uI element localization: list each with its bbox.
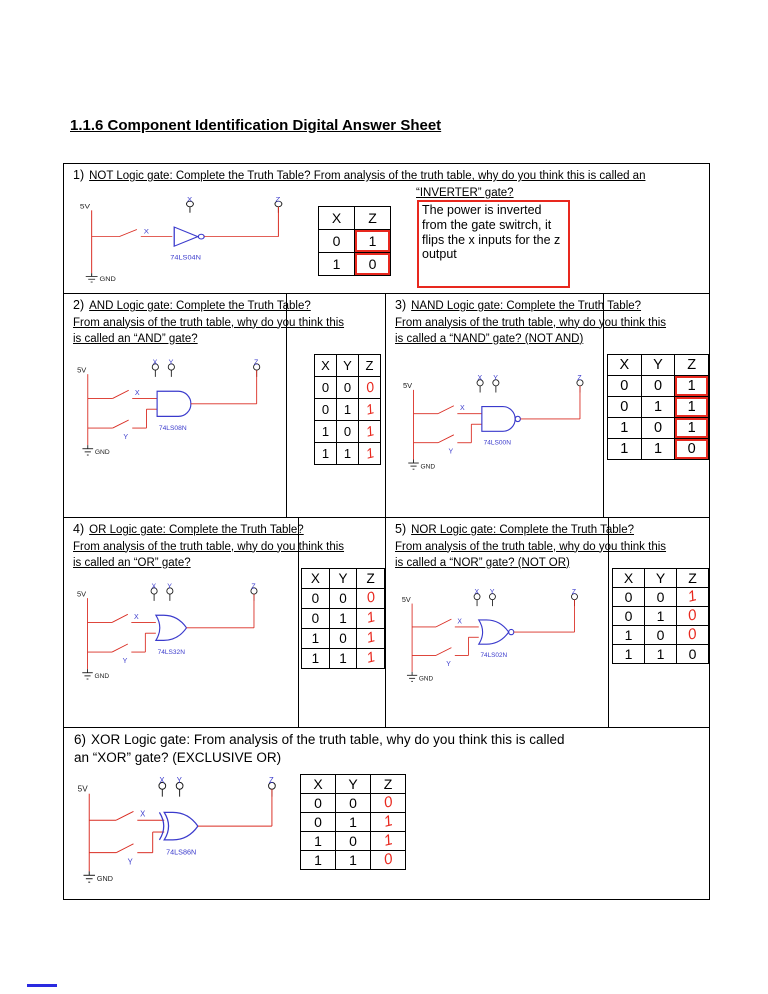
- terminal-x-icon: [159, 776, 166, 797]
- and-gate-icon: [157, 391, 191, 416]
- handwritten-answer: 1: [363, 444, 376, 463]
- truth-table: [300, 774, 406, 870]
- truth-table-header: Z: [677, 569, 709, 588]
- handwritten-answer: 1: [364, 649, 377, 667]
- truth-table-output-cell: 1: [355, 230, 391, 253]
- question-prompt-text: XOR Logic gate: From analysis of the truth table, why do you think this is called: [91, 732, 565, 747]
- truth-table-row: [613, 645, 709, 664]
- circuit-svg: [70, 358, 278, 464]
- switch-x-label: X: [133, 612, 139, 621]
- truth-table-row: [302, 609, 385, 629]
- svg-text:X: X: [152, 358, 158, 367]
- svg-text:Z: Z: [577, 375, 582, 383]
- truth-table-input-cell: 1: [329, 609, 357, 629]
- switch-y: [414, 424, 482, 443]
- ground-symbol: [86, 273, 98, 282]
- switch-x: [88, 390, 157, 398]
- nor-gate-icon: [479, 620, 509, 644]
- truth-table-input-cell: 1: [315, 443, 337, 465]
- question-prompt-text: From analysis of the truth table, why do you think this: [395, 316, 667, 329]
- truth-table-header: Z: [359, 355, 381, 377]
- truth-table-row: [315, 443, 381, 465]
- handwritten-answer: 1: [364, 629, 377, 647]
- svg-text:Y: Y: [167, 582, 172, 591]
- question-1-prompt: [73, 167, 701, 185]
- truth-table-row: [613, 607, 709, 626]
- footer-artifact: [27, 984, 57, 987]
- handwritten-answer: 1: [363, 400, 376, 419]
- ground-label: GND: [94, 673, 110, 681]
- truth-table-header: X: [608, 355, 642, 376]
- truth-table-output-cell: [371, 813, 406, 832]
- truth-table-input-cell: 0: [315, 377, 337, 399]
- truth-table-input-cell: 1: [329, 649, 357, 669]
- truth-table: [314, 354, 381, 465]
- truth-table-output-cell: [359, 399, 381, 421]
- truth-table-input-cell: 0: [337, 377, 359, 399]
- power-label: 5V: [77, 365, 87, 375]
- truth-table-input-cell: 0: [613, 607, 645, 626]
- answer-sheet-grid: [63, 163, 710, 900]
- truth-table-wrap-q5: [612, 568, 709, 664]
- truth-table-input-cell: 1: [302, 649, 330, 669]
- truth-table-output-cell: [371, 851, 406, 870]
- terminal-y-icon: [493, 375, 499, 392]
- circuit-diagram-not: [72, 196, 302, 290]
- question-prompt-text: is called an “AND” gate?: [73, 332, 198, 345]
- truth-table-row: [302, 589, 385, 609]
- svg-text:X: X: [159, 776, 165, 785]
- handwritten-answer: 1: [363, 422, 376, 441]
- truth-table-input-cell: 1: [301, 832, 336, 851]
- truth-table-input-cell: 1: [645, 607, 677, 626]
- truth-table-input-cell: 0: [329, 629, 357, 649]
- not-gate-icon: [174, 227, 198, 246]
- handwritten-answer: 1: [686, 587, 699, 607]
- truth-table: [318, 206, 391, 276]
- question-prompt-text: NAND Logic gate: Complete the Truth Table?: [411, 300, 642, 312]
- svg-text:Z: Z: [275, 196, 281, 204]
- power-label: 5V: [403, 381, 413, 391]
- switch-x: [414, 406, 482, 414]
- truth-table: [607, 354, 709, 460]
- switch-x: [412, 619, 479, 627]
- nand-gate-icon: [482, 407, 515, 432]
- terminal-x-icon: [152, 358, 158, 377]
- truth-table-row: [608, 439, 709, 460]
- terminal-x-icon: [477, 375, 483, 392]
- terminal-y-icon: [176, 776, 183, 797]
- truth-table-row: [301, 832, 406, 851]
- chip-label: 74LS02N: [480, 652, 508, 660]
- handwritten-answer: 1: [364, 609, 377, 627]
- terminal-y-icon: [167, 582, 173, 601]
- question-5-cell: [386, 518, 709, 727]
- svg-text:X: X: [474, 589, 480, 597]
- truth-table-input-cell: 0: [319, 230, 355, 253]
- switch-y-label: Y: [122, 656, 128, 665]
- truth-table-row: [302, 629, 385, 649]
- truth-table-input-cell: 0: [301, 794, 336, 813]
- truth-table-output-cell: [357, 589, 385, 609]
- question-1-prompt-line2: “INVERTER” gate?: [416, 187, 514, 199]
- truth-table-output-cell: [359, 421, 381, 443]
- truth-table-input-cell: 0: [641, 418, 675, 439]
- switch-x: [89, 811, 164, 820]
- truth-table-wrap-q4: [301, 568, 385, 669]
- circuit-diagram-xor: [70, 776, 295, 892]
- ground-label: GND: [420, 463, 436, 471]
- truth-table-input-cell: 1: [315, 421, 337, 443]
- cell-divider: [286, 294, 287, 517]
- cell-divider: [298, 518, 299, 727]
- truth-table-output-cell: 1: [675, 397, 709, 418]
- switch-x-label: X: [457, 618, 462, 626]
- truth-table-wrap-q3: [607, 354, 709, 460]
- questions-4-5-section: [64, 518, 709, 728]
- truth-table-row: [301, 851, 406, 870]
- truth-table-row: [302, 649, 385, 669]
- switch-y-label: Y: [127, 857, 133, 867]
- question-number: 1): [73, 168, 85, 182]
- question-5-prompt: [395, 521, 701, 539]
- question-6-cell: [64, 728, 709, 899]
- truth-table-row: [608, 397, 709, 418]
- switch-x: [88, 614, 156, 622]
- truth-table-output-cell: 1: [675, 376, 709, 397]
- truth-table-header: X: [315, 355, 337, 377]
- question-number: 6): [74, 732, 87, 747]
- circuit-diagram-nor: [395, 588, 595, 690]
- truth-table-output-cell: [359, 377, 381, 399]
- truth-table-input-cell: 1: [641, 439, 675, 460]
- terminal-y-icon: [168, 358, 174, 377]
- truth-table-input-cell: 0: [608, 376, 642, 397]
- truth-table-output-cell: [357, 629, 385, 649]
- handwritten-answer: 1: [381, 831, 395, 851]
- chip-label: 74LS00N: [483, 439, 511, 447]
- switch-y-label: Y: [446, 660, 451, 668]
- truth-table-row: [319, 230, 391, 253]
- cell-divider: [608, 518, 609, 727]
- truth-table-input-cell: 0: [302, 589, 330, 609]
- truth-table-input-cell: 0: [336, 794, 371, 813]
- truth-table-wrap-q1: [318, 206, 391, 276]
- truth-table-input-cell: 1: [645, 645, 677, 664]
- truth-table-input-cell: 1: [302, 629, 330, 649]
- truth-table-output-cell: [357, 609, 385, 629]
- questions-2-3-section: [64, 294, 709, 518]
- switch-y: [89, 832, 164, 853]
- truth-table-row: [315, 399, 381, 421]
- power-label: 5V: [79, 202, 91, 211]
- chip-label: 74LS04N: [170, 255, 201, 262]
- truth-table-input-cell: 1: [301, 851, 336, 870]
- question-1-cell: [64, 164, 709, 293]
- truth-table-input-cell: 0: [302, 609, 330, 629]
- switch-x-label: X: [134, 388, 140, 397]
- truth-table-row: [315, 421, 381, 443]
- cell-divider: [603, 294, 604, 517]
- question-prompt-text: AND Logic gate: Complete the Truth Table?: [89, 300, 311, 312]
- circuit-diagram-and: [70, 358, 278, 464]
- truth-table-row: [315, 377, 381, 399]
- truth-table-header: Y: [329, 569, 357, 589]
- switch-y-label: Y: [123, 432, 129, 441]
- switch-x-label: X: [140, 809, 146, 819]
- question-4-cell: [64, 518, 386, 727]
- question-prompt-text: is called a “NAND” gate? (NOT AND): [395, 332, 584, 345]
- truth-table-input-cell: 1: [337, 443, 359, 465]
- switch-y-label: Y: [448, 448, 454, 456]
- terminal-x-icon: [151, 582, 157, 601]
- ground-label: GND: [94, 449, 110, 457]
- truth-table-output-cell: 1: [675, 418, 709, 439]
- handwritten-answer: 0: [363, 378, 376, 397]
- svg-text:X: X: [187, 196, 193, 204]
- question-prompt-text: is called an “OR” gate?: [73, 556, 191, 569]
- truth-table-output-cell: [371, 832, 406, 851]
- truth-table: [301, 568, 385, 669]
- question-prompt-text: From analysis of the truth table, why do you think this: [395, 540, 667, 553]
- circuit-svg: [70, 776, 295, 892]
- svg-text:Z: Z: [251, 582, 256, 591]
- question-2-cell: [64, 294, 386, 517]
- handwritten-answer: 0: [381, 793, 395, 813]
- truth-table-row: [608, 418, 709, 439]
- truth-table-header: Y: [641, 355, 675, 376]
- ground-symbol: [83, 871, 95, 882]
- switch-y: [88, 409, 157, 428]
- chip-label: 74LS32N: [157, 648, 185, 656]
- question-number: 5): [395, 522, 407, 536]
- svg-text:X: X: [477, 375, 483, 383]
- question-6-section: [64, 728, 709, 899]
- truth-table-input-cell: 0: [329, 589, 357, 609]
- truth-table-header: Y: [645, 569, 677, 588]
- truth-table-input-cell: 0: [608, 397, 642, 418]
- truth-table-header: Z: [675, 355, 709, 376]
- truth-table-input-cell: 0: [337, 421, 359, 443]
- power-label: 5V: [77, 784, 88, 794]
- terminal-y-icon: [489, 589, 495, 606]
- truth-table-header: Y: [336, 775, 371, 794]
- truth-table-output-cell: [371, 794, 406, 813]
- power-label: 5V: [401, 594, 411, 604]
- handwritten-answer: 0: [364, 589, 377, 607]
- question-prompt-text: From analysis of the truth table, why do you think this: [73, 540, 345, 553]
- question-4-prompt: [73, 521, 377, 539]
- truth-table-input-cell: 1: [613, 626, 645, 645]
- ground-symbol: [82, 445, 93, 455]
- svg-text:Y: Y: [168, 358, 174, 367]
- switch-x-label: X: [459, 405, 465, 413]
- circuit-svg: [70, 582, 275, 688]
- svg-text:Y: Y: [176, 776, 182, 785]
- question-prompt-text: NOT Logic gate: Complete the Truth Table? From analysis of the truth table, why do you think this is called an: [89, 170, 646, 182]
- truth-table-row: [613, 588, 709, 607]
- truth-table-input-cell: 1: [336, 851, 371, 870]
- truth-table-output-cell: [357, 649, 385, 669]
- switch-x: [92, 229, 173, 236]
- svg-text:Z: Z: [571, 589, 577, 597]
- terminal-x-icon: [187, 196, 194, 212]
- truth-table-row: [613, 626, 709, 645]
- question-2-prompt: [73, 297, 377, 315]
- truth-table-output-cell: [359, 443, 381, 465]
- xor-gate-icon: [164, 812, 198, 840]
- terminal-x-icon: [474, 589, 480, 606]
- truth-table-header: Z: [357, 569, 385, 589]
- ground-symbol: [407, 672, 417, 682]
- truth-table-output-cell: [677, 588, 709, 607]
- switch-x-label: X: [143, 228, 149, 236]
- truth-table-header: X: [319, 207, 355, 230]
- question-3-prompt: [395, 297, 701, 315]
- truth-table-input-cell: 1: [608, 418, 642, 439]
- truth-table-input-cell: 1: [613, 645, 645, 664]
- question-6-prompt: [74, 731, 701, 749]
- truth-table-input-cell: 0: [336, 832, 371, 851]
- circuit-svg: [395, 588, 595, 690]
- truth-table-input-cell: 0: [315, 399, 337, 421]
- ground-label: GND: [418, 675, 434, 683]
- svg-text:Y: Y: [489, 589, 495, 597]
- ground-symbol: [408, 459, 419, 469]
- page-title: 1.1.6 Component Identification Digital Answer Sheet: [70, 117, 442, 134]
- chip-label: 74LS08N: [158, 424, 187, 432]
- truth-table-row: [301, 813, 406, 832]
- svg-text:X: X: [151, 582, 157, 591]
- truth-table-row: [301, 794, 406, 813]
- ground-symbol: [82, 669, 93, 679]
- circuit-diagram-nand: [396, 374, 601, 478]
- question-prompt-text: From analysis of the truth table, why do you think this: [73, 316, 345, 329]
- truth-table-input-cell: 1: [641, 397, 675, 418]
- truth-table-header: Z: [371, 775, 406, 794]
- handwritten-answer: 1: [381, 812, 395, 832]
- truth-table-input-cell: 0: [641, 376, 675, 397]
- truth-table-wrap-q6: [300, 774, 406, 870]
- question-1-section: [64, 164, 709, 294]
- question-prompt-text: OR Logic gate: Complete the Truth Table?: [89, 524, 304, 536]
- question-number: 3): [395, 298, 407, 312]
- question-prompt-text: NOR Logic gate: Complete the Truth Table?: [411, 524, 635, 536]
- question-3-cell: [386, 294, 709, 517]
- question-number: 4): [73, 522, 85, 536]
- svg-text:Z: Z: [269, 776, 274, 785]
- truth-table-input-cell: 1: [319, 253, 355, 276]
- truth-table-header: X: [613, 569, 645, 588]
- or-gate-icon: [156, 615, 187, 640]
- ground-label: GND: [99, 276, 116, 284]
- truth-table-input-cell: 0: [645, 626, 677, 645]
- truth-table: [612, 568, 709, 664]
- truth-table-output-cell: [677, 626, 709, 645]
- svg-text:Z: Z: [254, 358, 259, 367]
- truth-table-input-cell: 0: [613, 588, 645, 607]
- truth-table-input-cell: 0: [301, 813, 336, 832]
- truth-table-row: [319, 253, 391, 276]
- truth-table-header: X: [302, 569, 330, 589]
- handwritten-answer: 0: [381, 850, 395, 870]
- truth-table-wrap-q2: [314, 354, 381, 465]
- question-prompt-text: is called a “NOR” gate? (NOT OR): [395, 556, 570, 569]
- truth-table-input-cell: 0: [645, 588, 677, 607]
- truth-table-output-cell: 0: [675, 439, 709, 460]
- switch-y: [88, 633, 156, 652]
- truth-table-output-cell: [677, 607, 709, 626]
- truth-table-input-cell: 1: [336, 813, 371, 832]
- question-number: 2): [73, 298, 85, 312]
- ground-label: GND: [96, 874, 113, 884]
- circuit-svg: [396, 374, 601, 478]
- truth-table-header: Z: [355, 207, 391, 230]
- power-label: 5V: [77, 589, 87, 599]
- handwmarked-answer-box: The power is inverted from the gate switrch, it flips the x inputs for the z output: [417, 200, 570, 288]
- switch-y: [412, 637, 479, 655]
- svg-text:Y: Y: [493, 375, 498, 383]
- handwritten-answer: 0: [686, 606, 699, 626]
- circuit-diagram-or: [70, 582, 275, 688]
- circuit-svg: [72, 196, 302, 290]
- truth-table-header: X: [301, 775, 336, 794]
- handwritten-answer: 0: [686, 625, 699, 645]
- truth-table-output-cell: 0: [677, 645, 709, 664]
- truth-table-input-cell: 1: [608, 439, 642, 460]
- truth-table-row: [608, 376, 709, 397]
- truth-table-output-cell: 0: [355, 253, 391, 276]
- chip-label: 74LS86N: [166, 847, 197, 857]
- question-prompt-text: an “XOR” gate? (EXCLUSIVE OR): [74, 750, 282, 766]
- truth-table-input-cell: 1: [337, 399, 359, 421]
- truth-table-header: Y: [337, 355, 359, 377]
